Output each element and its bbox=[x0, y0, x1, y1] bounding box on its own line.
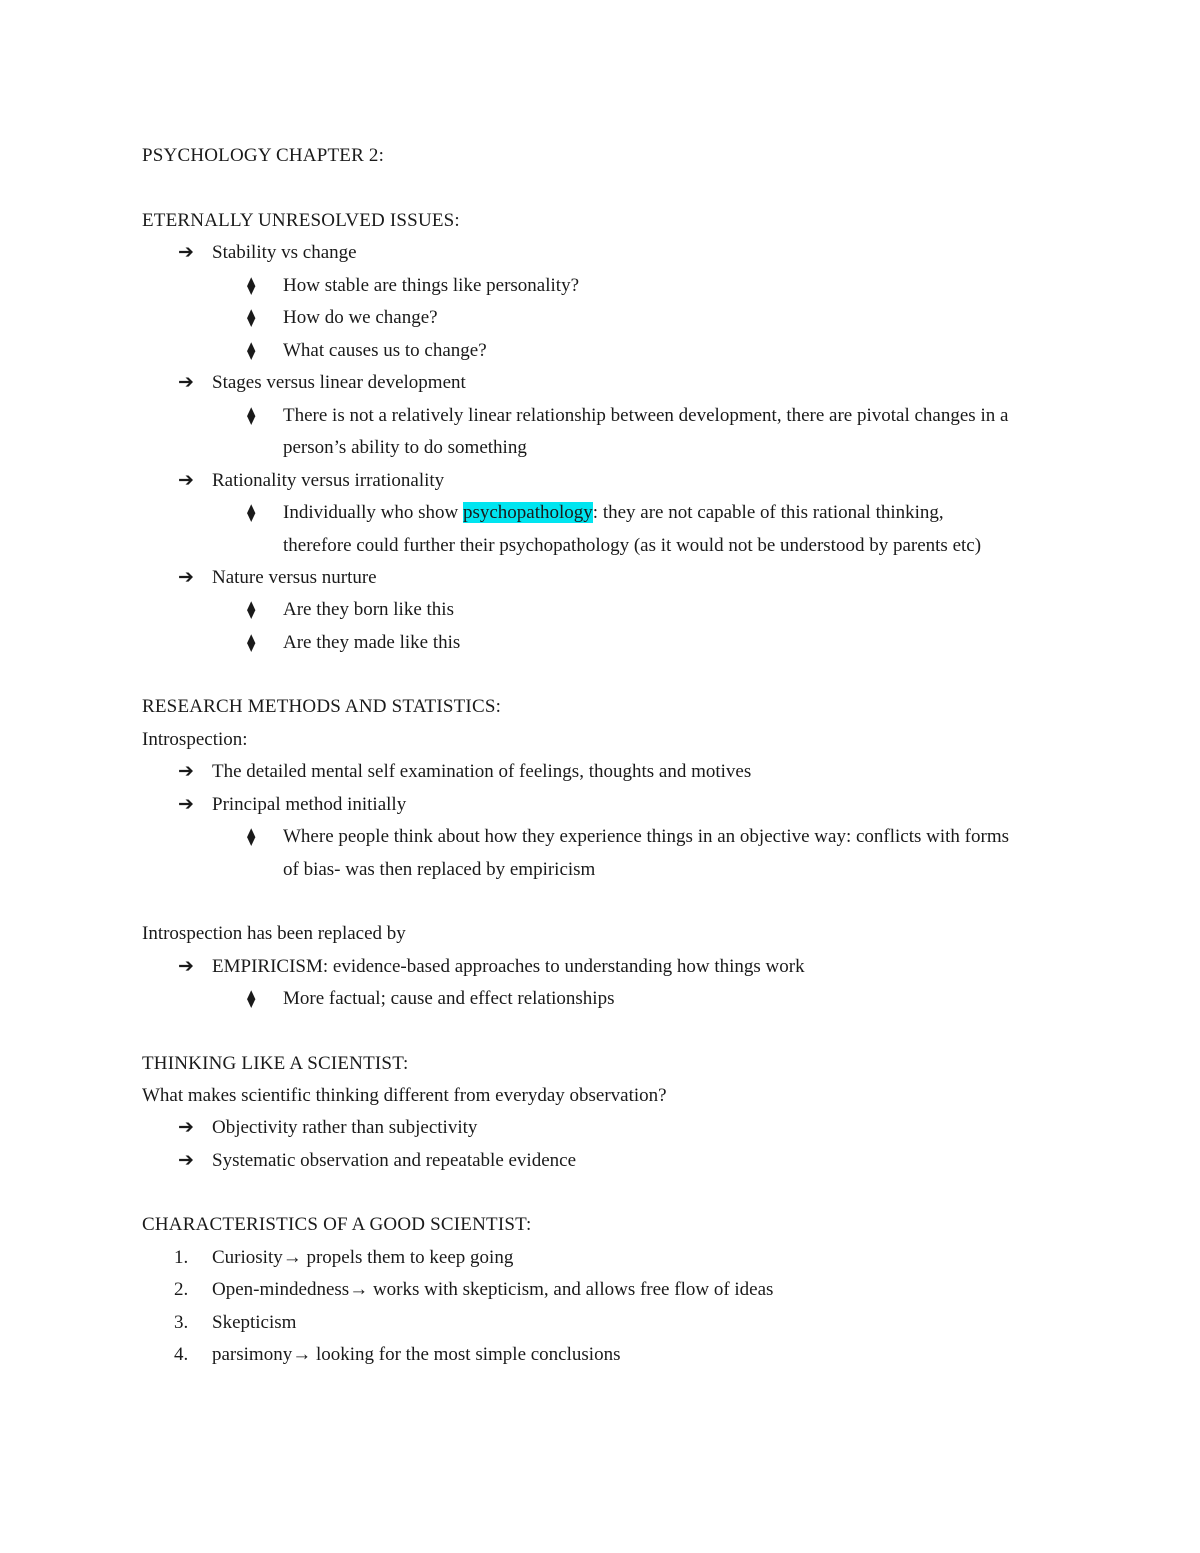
list-item-text: How stable are things like personality? bbox=[283, 275, 580, 296]
list-item bbox=[247, 335, 1070, 367]
diamond-bullet-icon: ⧫ bbox=[247, 406, 256, 425]
paragraph: Introspection has been replaced by bbox=[142, 923, 406, 944]
paragraph: Introspection: bbox=[142, 729, 248, 750]
list-item-text: The detailed mental self examination of feelings, thoughts and motives bbox=[212, 761, 752, 782]
list-item bbox=[247, 302, 1070, 334]
list-item-text: Rationality versus irrationality bbox=[212, 470, 445, 491]
list-item bbox=[247, 497, 1070, 529]
diamond-bullet-icon: ⧫ bbox=[247, 633, 256, 652]
highlighted-term: psychopathology bbox=[462, 502, 593, 523]
list-item-continuation: of bias- was then replaced by empiricism bbox=[283, 859, 596, 880]
list-item bbox=[178, 237, 1070, 269]
list-item bbox=[247, 270, 1070, 302]
numbered-item bbox=[174, 1274, 1070, 1306]
diamond-bullet-icon: ⧫ bbox=[247, 503, 256, 522]
list-item bbox=[178, 1145, 1070, 1177]
numbered-item bbox=[174, 1242, 1070, 1274]
arrow-icon: ➔ bbox=[178, 470, 194, 491]
numbered-item-text: Curiosity→ propels them to keep going bbox=[212, 1247, 514, 1268]
paragraph: What makes scientific thinking different from everyday observation? bbox=[142, 1085, 667, 1106]
list-item bbox=[178, 951, 1070, 983]
list-item-continuation: person’s ability to do something bbox=[283, 437, 527, 458]
list-item bbox=[178, 756, 1070, 788]
list-item bbox=[247, 983, 1070, 1015]
list-item bbox=[178, 465, 1070, 497]
item-number: 2. bbox=[174, 1279, 189, 1300]
list-item-text: Systematic observation and repeatable evidence bbox=[212, 1150, 577, 1171]
arrow-icon: ➔ bbox=[178, 761, 194, 782]
numbered-item-text: Open-mindedness→ works with skepticism, and allows free flow of ideas bbox=[212, 1279, 774, 1300]
arrow-icon: ➔ bbox=[178, 242, 194, 263]
arrow-icon: ➔ bbox=[178, 1150, 194, 1171]
numbered-item bbox=[174, 1339, 1070, 1371]
arrow-icon: ➔ bbox=[178, 372, 194, 393]
diamond-bullet-icon: ⧫ bbox=[247, 308, 256, 327]
list-item bbox=[247, 627, 1070, 659]
list-item-text: Stability vs change bbox=[212, 242, 357, 263]
list-item-text-start: Individually who show bbox=[283, 502, 463, 523]
list-item bbox=[178, 789, 1070, 821]
section-heading-research-methods: RESEARCH METHODS AND STATISTICS: bbox=[142, 696, 502, 717]
diamond-bullet-icon: ⧫ bbox=[247, 827, 256, 846]
item-number: 4. bbox=[174, 1344, 189, 1365]
list-item-text: More factual; cause and effect relationships bbox=[283, 988, 615, 1009]
list-item-text: Are they born like this bbox=[283, 599, 454, 620]
item-number: 3. bbox=[174, 1312, 189, 1333]
numbered-item-text: parsimony→ looking for the most simple conclusions bbox=[212, 1344, 621, 1365]
diamond-bullet-icon: ⧫ bbox=[247, 276, 256, 295]
numbered-item-text: Skepticism bbox=[212, 1312, 297, 1333]
diamond-bullet-icon: ⧫ bbox=[247, 600, 256, 619]
arrow-icon: ➔ bbox=[178, 956, 194, 977]
list-item bbox=[178, 1112, 1070, 1144]
list-item-text: What causes us to change? bbox=[283, 340, 487, 361]
list-item-text: Where people think about how they experience things in an objective way: conflicts with forms bbox=[283, 826, 1010, 847]
list-item bbox=[247, 400, 1070, 432]
section-heading-thinking-like-scientist: THINKING LIKE A SCIENTIST: bbox=[142, 1053, 409, 1074]
list-item bbox=[178, 562, 1070, 594]
arrow-icon: ➔ bbox=[178, 1117, 194, 1138]
list-item bbox=[178, 367, 1070, 399]
diamond-bullet-icon: ⧫ bbox=[247, 989, 256, 1008]
list-item-text: Principal method initially bbox=[212, 794, 407, 815]
arrow-icon: ➔ bbox=[178, 567, 194, 588]
list-item-text: Nature versus nurture bbox=[212, 567, 377, 588]
numbered-item bbox=[174, 1307, 1070, 1339]
section-heading-unresolved-issues: ETERNALLY UNRESOLVED ISSUES: bbox=[142, 210, 460, 231]
list-item-text: Objectivity rather than subjectivity bbox=[212, 1117, 478, 1138]
list-item-continuation: therefore could further their psychopathology (as it would not be understood by parents etc) bbox=[283, 535, 982, 556]
list-item-text: EMPIRICISM: evidence-based approaches to understanding how things work bbox=[212, 956, 805, 977]
list-item bbox=[247, 594, 1070, 626]
diamond-bullet-icon: ⧫ bbox=[247, 341, 256, 360]
page-title: PSYCHOLOGY CHAPTER 2: bbox=[142, 145, 385, 166]
arrow-icon: ➔ bbox=[178, 794, 194, 815]
list-item bbox=[247, 821, 1070, 853]
list-item-text: Are they made like this bbox=[283, 632, 461, 653]
section-heading-good-scientist: CHARACTERISTICS OF A GOOD SCIENTIST: bbox=[142, 1214, 532, 1235]
list-item-text: There is not a relatively linear relationship between development, there are pivotal changes in a bbox=[283, 405, 1009, 426]
list-item-text: Stages versus linear development bbox=[212, 372, 466, 393]
item-number: 1. bbox=[174, 1247, 189, 1268]
list-item-text-end: : they are not capable of this rational thinking, bbox=[592, 502, 944, 523]
list-item-text: How do we change? bbox=[283, 307, 438, 328]
